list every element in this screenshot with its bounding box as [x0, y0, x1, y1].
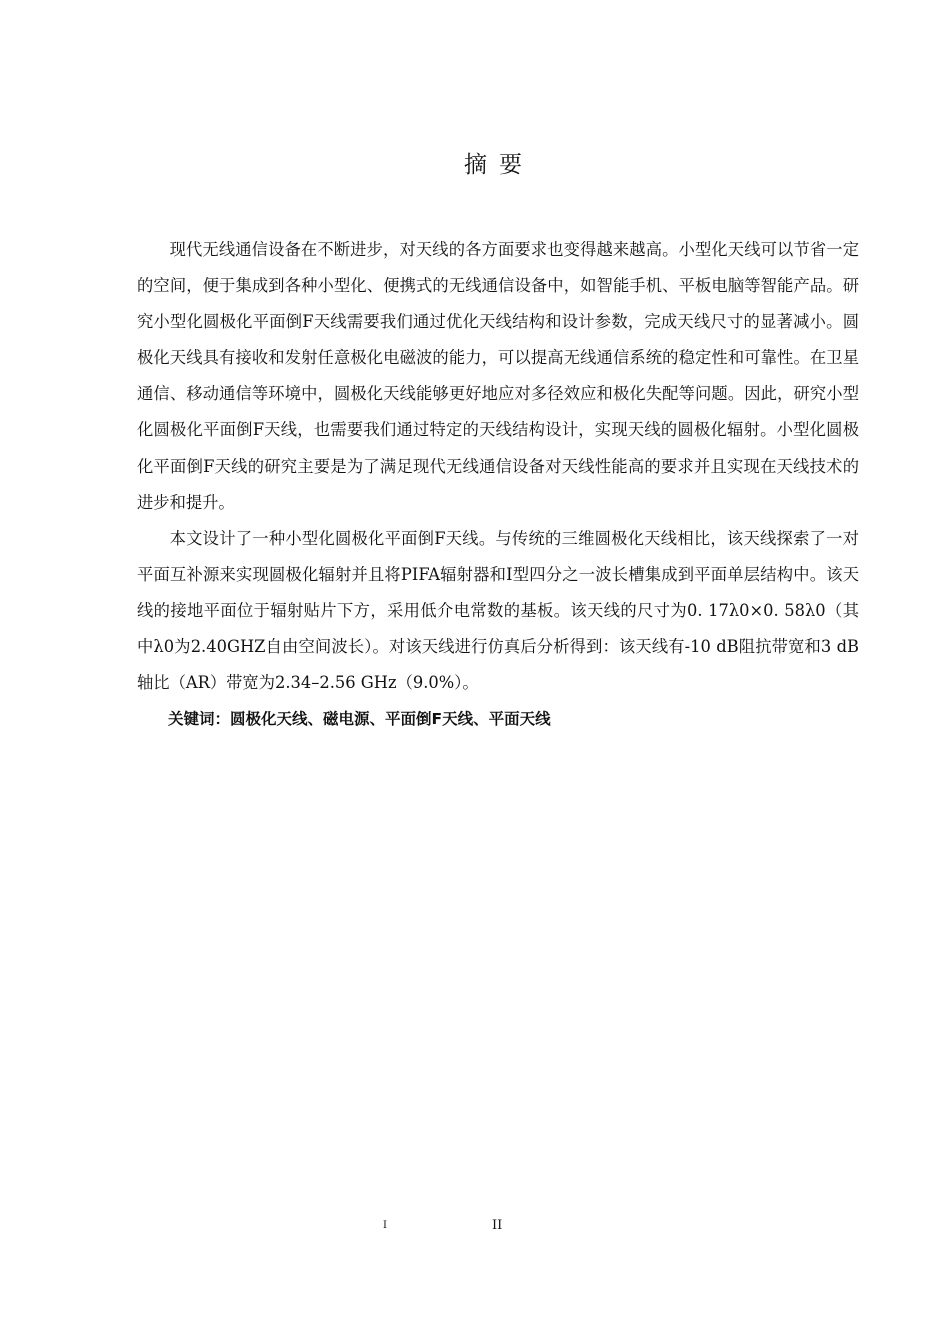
footer-mark: I	[383, 1220, 387, 1231]
abstract-paragraph-1: 现代无线通信设备在不断进步，对天线的各方面要求也变得越来越高。小型化天线可以节省一定的空间，便于集成到各种小型化、便携式的无线通信设备中，如智能手机、平板电脑等智能产品。研究小型化圆极化平面倒F天线需要我们通过优化天线结构和设计参数，完成天线尺寸的显著减小。圆极化天线具有接收和发射任意极化电磁波的能力，可以提高无线通信系统的稳定性和可靠性。在卫星通信、移动通信等环境中，圆极化天线能够更好地应对多径效应和极化失配等问题。因此，研究小型化圆极化平面倒F天线，也需要我们通过特定的天线结构设计，实现天线的圆极化辐射。小型化圆极化平面倒F天线的研究主要是为了满足现代无线通信设备对天线性能高的要求并且实现在天线技术的进步和提升。	[137, 240, 859, 512]
page-footer	[0, 1218, 950, 1238]
page-number: II	[492, 1218, 503, 1233]
abstract-paragraph-2: 本文设计了一种小型化圆极化平面倒F天线。与传统的三维圆极化天线相比，该天线探索了一对平面互补源来实现圆极化辐射并且将PIFA辐射器和I型四分之一波长槽集成到平面单层结构中。该天线的接地平面位于辐射贴片下方，采用低介电常数的基板。该天线的尺寸为0. 17λ0×0. 58λ0（其中λ0为2.40GHZ自由空间波长）。对该天线进行仿真后分析得到：该天线有-10 dB阻抗带宽和3 dB轴比（AR）带宽为2.34–2.56 GHz（9.0%）。	[137, 528, 859, 693]
page-title: 摘要	[464, 152, 534, 178]
abstract-body	[137, 232, 859, 737]
keywords-line: 关键词：圆极化天线、磁电源、平面倒F天线、平面天线	[168, 710, 551, 729]
